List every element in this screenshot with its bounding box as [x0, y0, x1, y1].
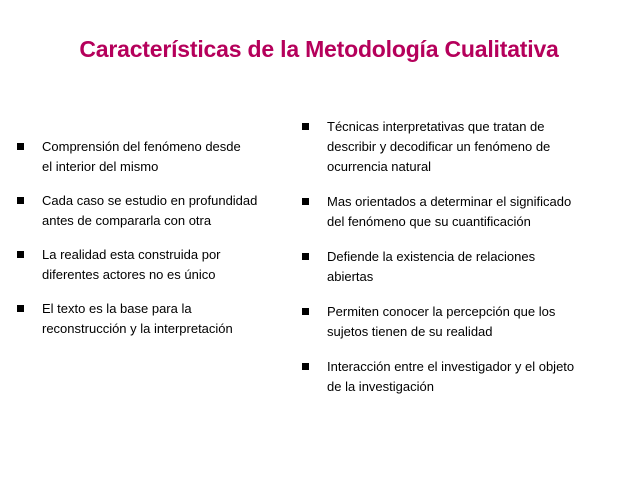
- list-item-line: el interior del mismo: [42, 159, 159, 174]
- list-item-line: abiertas: [327, 269, 374, 284]
- square-bullet-icon: [302, 123, 309, 130]
- list-item: [301, 247, 621, 287]
- list-item: [16, 245, 294, 285]
- list-item-line: diferentes actores no es único: [42, 267, 216, 282]
- list-item-line: antes de compararla con otra: [42, 213, 212, 228]
- square-bullet-icon: [17, 197, 24, 204]
- square-bullet-icon: [302, 198, 309, 205]
- list-item: [301, 302, 621, 342]
- list-item-line: La realidad esta construida por: [42, 247, 221, 262]
- square-bullet-icon: [302, 363, 309, 370]
- list-item-line: Cada caso se estudio en profundidad: [42, 193, 258, 208]
- list-item-line: El texto es la base para la: [42, 301, 192, 316]
- list-item: [301, 357, 621, 397]
- list-item-line: reconstrucción y la interpretación: [42, 321, 233, 336]
- left-bullet-list: [16, 137, 294, 353]
- list-item-line: describir y decodificar un fenómeno de: [327, 139, 551, 154]
- list-item-line: Comprensión del fenómeno desde: [42, 139, 241, 154]
- list-item: [16, 299, 294, 339]
- list-item-line: Permiten conocer la percepción que los: [327, 304, 556, 319]
- square-bullet-icon: [17, 251, 24, 258]
- right-bullet-list: [301, 117, 621, 412]
- list-item: [301, 117, 621, 177]
- square-bullet-icon: [302, 253, 309, 260]
- list-item-line: sujetos tienen de su realidad: [327, 324, 493, 339]
- list-item: [16, 191, 294, 231]
- list-item-line: Mas orientados a determinar el significado: [327, 194, 572, 209]
- list-item-line: Interacción entre el investigador y el objeto: [327, 359, 575, 374]
- list-item: [301, 192, 621, 232]
- square-bullet-icon: [17, 305, 24, 312]
- list-item: [16, 137, 294, 177]
- square-bullet-icon: [302, 308, 309, 315]
- list-item-line: ocurrencia natural: [327, 159, 432, 174]
- list-item-line: del fenómeno que su cuantificación: [327, 214, 531, 229]
- list-item-line: de la investigación: [327, 379, 434, 394]
- square-bullet-icon: [17, 143, 24, 150]
- slide-title: Características de la Metodología Cualitativa: [79, 36, 559, 62]
- list-item-line: Defiende la existencia de relaciones: [327, 249, 536, 264]
- list-item-line: Técnicas interpretativas que tratan de: [327, 119, 545, 134]
